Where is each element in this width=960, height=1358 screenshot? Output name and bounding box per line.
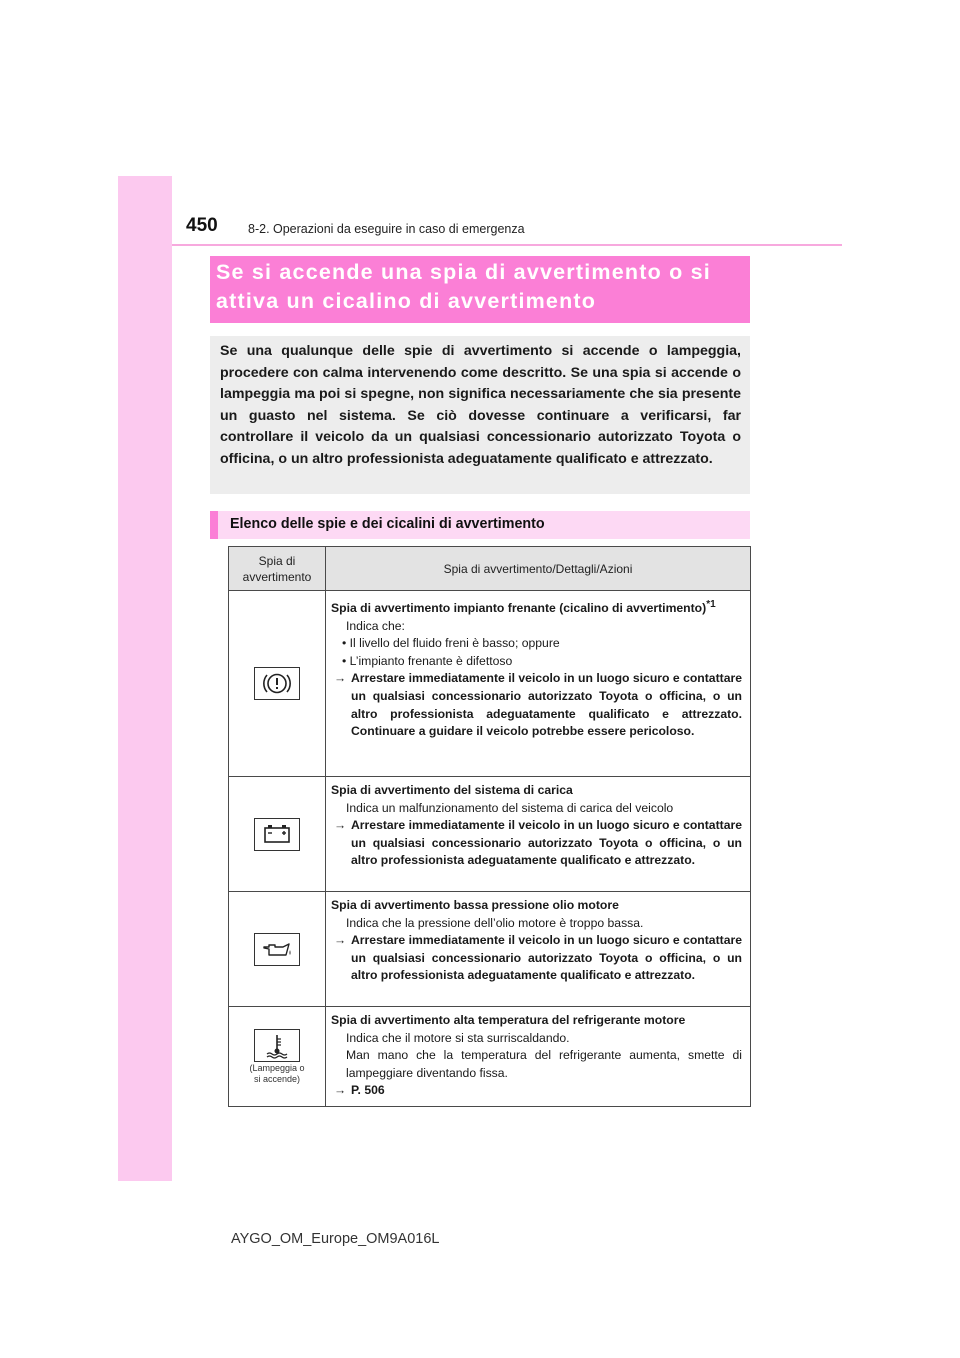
column-header-light-line-1: Spia di <box>258 553 296 568</box>
light-title <box>331 596 742 618</box>
detail-cell <box>326 591 751 777</box>
column-header-details: Spia di avvertimento/Dettagli/Azioni <box>326 547 751 591</box>
table-header-row <box>229 547 751 591</box>
detail-cell <box>326 777 751 892</box>
action-text: Arrestare immediatamente il veicolo in un luogo sicuro e contattare un qualsiasi concessionario autorizzato Toyota o officina, o un altro professionista adeguatamente qualificato e attrezzato. Continuare a guidare il veicolo potrebbe essere pericoloso. <box>351 671 742 739</box>
section-heading-text: Elenco delle spie e dei cicalini di avvertimento <box>230 516 545 532</box>
action-instruction <box>331 932 742 985</box>
intro-box <box>210 336 750 494</box>
light-title: Spia di avvertimento bassa pressione olio motore <box>331 898 619 912</box>
brake-warning-icon <box>254 667 300 700</box>
blink-note-line-2: si accende) <box>253 1073 301 1084</box>
icon-cell <box>229 892 326 1007</box>
table-row <box>229 892 751 1007</box>
action-instruction <box>331 817 742 870</box>
section-breadcrumb: 8-2. Operazioni da eseguire in caso di emergenza <box>248 222 525 236</box>
warning-light-table <box>228 546 751 1107</box>
light-description: Indica che la pressione dell’olio motore è troppo bassa. <box>346 915 644 930</box>
page-reference-text: P. 506 <box>351 1083 385 1098</box>
page-title-line-1: Se si accende una spia di avvertimento o si <box>216 260 711 284</box>
light-title-text: Spia di avvertimento impianto frenante (cicalino di avvertimento) <box>331 601 707 616</box>
page-title-box <box>210 256 750 323</box>
light-description: Indica che il motore si sta surriscaldando. <box>346 1030 570 1045</box>
detail-cell <box>326 1007 751 1107</box>
footnote-mark: *1 <box>706 599 716 610</box>
intro-text: Se una qualunque delle spie di avvertimento si accende o lampeggia, procedere con calma intervenendo come descritto. Se una spia si accende o lampeggia ma poi si spegne, non significa necessariamente che sia presente un guasto nel sistema. Se ciò dovesse continuare a verificarsi, far controllare il veicolo da un qualsiasi concessionario autorizzato Toyota o officina, o un altro professionista adeguatamente qualificato e attrezzato. <box>220 343 741 467</box>
page-reference-link[interactable] <box>331 1082 742 1100</box>
battery-charge-icon <box>254 818 300 851</box>
table-row <box>229 777 751 892</box>
column-header-light <box>229 547 326 591</box>
table-row <box>229 591 751 777</box>
arrow-icon: → <box>334 933 347 948</box>
section-heading <box>210 511 750 539</box>
coolant-temperature-icon <box>254 1029 300 1062</box>
column-header-light-line-2: avvertimento <box>242 569 312 584</box>
footer-document-code: AYGO_OM_Europe_OM9A016L <box>231 1231 440 1247</box>
header-divider <box>172 244 842 246</box>
blink-note-line-1: (Lampeggia o <box>249 1062 305 1073</box>
side-tab-band <box>118 176 172 1181</box>
light-description: Indica un malfunzionamento del sistema di carica del veicolo <box>346 800 674 815</box>
table-row <box>229 1007 751 1107</box>
bullet-item: • L’impianto frenante è difettoso <box>342 653 513 668</box>
arrow-icon: → <box>334 1083 347 1098</box>
icon-cell <box>229 1007 326 1107</box>
page-title-line-2: attiva un cicalino di avvertimento <box>216 289 597 313</box>
light-title: Spia di avvertimento alta temperatura del refrigerante motore <box>331 1013 686 1027</box>
page-number: 450 <box>186 215 218 236</box>
bullet-item: • Il livello del fluido freni è basso; oppure <box>342 636 560 651</box>
action-instruction <box>331 670 742 740</box>
arrow-icon: → <box>334 671 347 686</box>
detail-cell <box>326 892 751 1007</box>
arrow-icon: → <box>334 818 347 833</box>
action-text: Arrestare immediatamente il veicolo in un luogo sicuro e contattare un qualsiasi concessionario autorizzato Toyota o officina, o un altro professionista adeguatamente qualificato e attrezzato. <box>351 818 742 868</box>
oil-pressure-icon <box>254 933 300 966</box>
action-text: Arrestare immediatamente il veicolo in un luogo sicuro e contattare un qualsiasi concessionario autorizzato Toyota o officina, o un altro professionista adeguatamente qualificato e attrezzato. <box>351 933 742 983</box>
icon-cell <box>229 777 326 892</box>
light-description: Indica che: <box>346 618 405 633</box>
light-title: Spia di avvertimento del sistema di carica <box>331 783 573 797</box>
icon-cell <box>229 591 326 777</box>
light-detail: Man mano che la temperatura del refrigerante aumenta, smette di lampeggiare diventando fissa. <box>346 1048 742 1080</box>
